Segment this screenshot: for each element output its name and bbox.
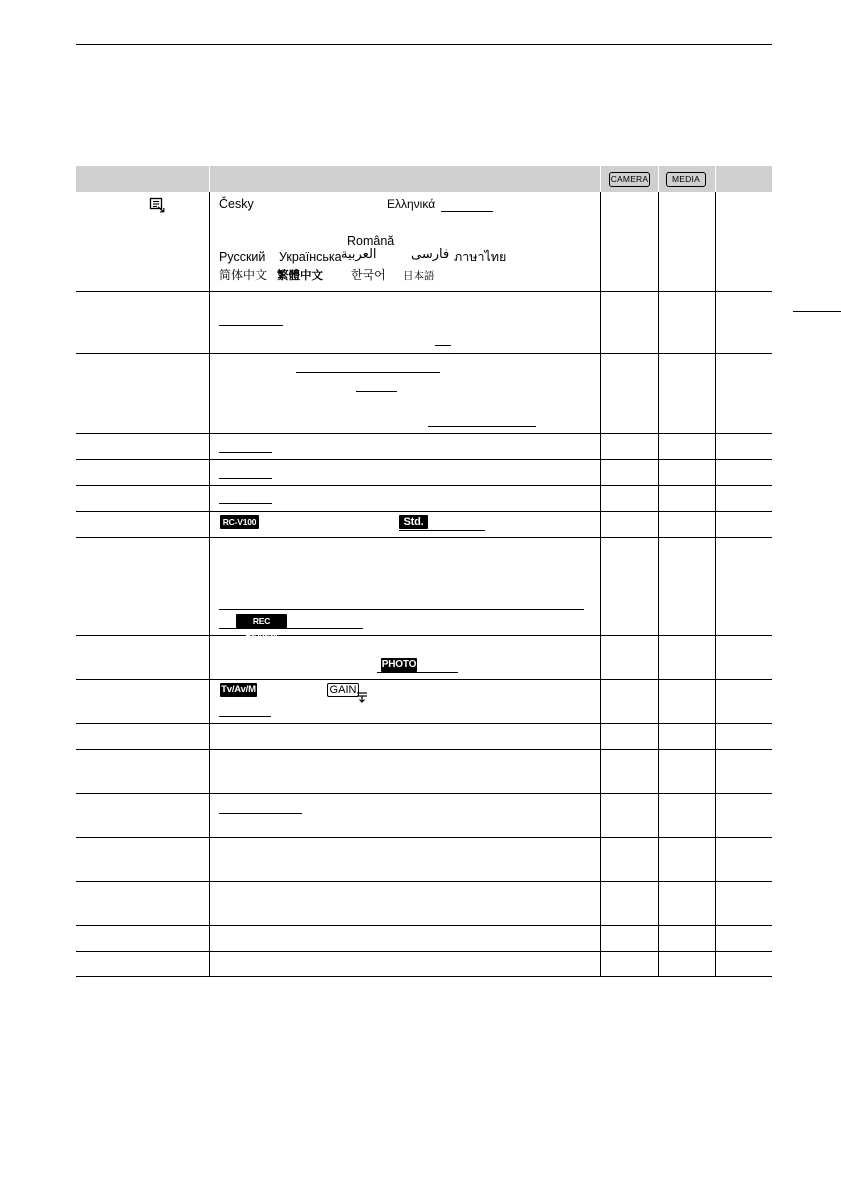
language-ellinika: Ελληνικά: [387, 197, 436, 211]
language-farsi: فارسی: [411, 247, 450, 262]
language-arabic: العربية: [341, 247, 377, 262]
default-underline: [219, 716, 271, 717]
bottom-rule: [76, 976, 772, 977]
top-rule: [76, 44, 772, 45]
header-separator: [715, 166, 716, 192]
gain-down-icon: [356, 691, 368, 703]
language-korean: 한국어: [351, 268, 386, 282]
language-russkiy: Русский: [219, 250, 266, 264]
row-divider: [76, 749, 772, 750]
row-divider: [76, 485, 772, 486]
row-divider: [76, 881, 772, 882]
language-japanese: 日本語: [403, 270, 435, 282]
default-underline: [219, 628, 363, 629]
default-underline: [219, 813, 302, 814]
row-divider: [76, 537, 772, 538]
default-underline: [441, 211, 493, 212]
row-divider: [76, 635, 772, 636]
camera-mode-icon: CAMERA: [609, 172, 650, 187]
media-mode-icon: MEDIA: [666, 172, 706, 187]
language-romana: Română: [347, 234, 395, 248]
menu-language-icon: [149, 197, 165, 213]
column-divider: [209, 192, 210, 976]
photo-icon: PHOTO: [381, 659, 417, 670]
header-separator: [600, 166, 601, 192]
column-divider: [658, 192, 659, 976]
language-ukrainska: Українська: [279, 250, 342, 264]
row-divider: [76, 459, 772, 460]
gain-icon: GAIN: [327, 683, 359, 697]
row-divider: [76, 679, 772, 680]
default-underline: [219, 325, 283, 326]
rec-review-icon: REC REVIEW: [236, 614, 287, 628]
side-tab-mark: [793, 311, 841, 312]
default-underline: [219, 609, 584, 610]
default-underline: [435, 345, 451, 346]
header-separator: [658, 166, 659, 192]
default-underline: [219, 452, 272, 453]
default-underline: [219, 503, 272, 504]
column-divider: [600, 192, 601, 976]
row-divider: [76, 723, 772, 724]
default-underline: [377, 672, 458, 673]
row-divider: [76, 511, 772, 512]
row-divider: [76, 925, 772, 926]
language-cesky: Česky: [219, 197, 254, 211]
std-icon: Std.: [399, 515, 428, 529]
row-divider: [76, 951, 772, 952]
default-underline: [296, 372, 440, 373]
row-divider: [76, 793, 772, 794]
default-underline: [356, 391, 397, 392]
column-divider: [715, 192, 716, 976]
row-divider: [76, 433, 772, 434]
language-chinese-simplified: 简体中文: [219, 268, 268, 282]
row-divider: [76, 837, 772, 838]
tv-av-m-icon: Tv/Av/M: [221, 684, 256, 695]
row-divider: [76, 291, 772, 292]
language-chinese-traditional: 繁體中文: [277, 268, 323, 282]
default-underline: [399, 530, 485, 531]
row-divider: [76, 353, 772, 354]
default-underline: [219, 478, 272, 479]
language-thai: ภาษาไทย: [454, 249, 507, 264]
header-separator: [209, 166, 210, 192]
rc-v100-icon: RC-V100: [220, 515, 259, 529]
default-underline: [428, 426, 536, 427]
